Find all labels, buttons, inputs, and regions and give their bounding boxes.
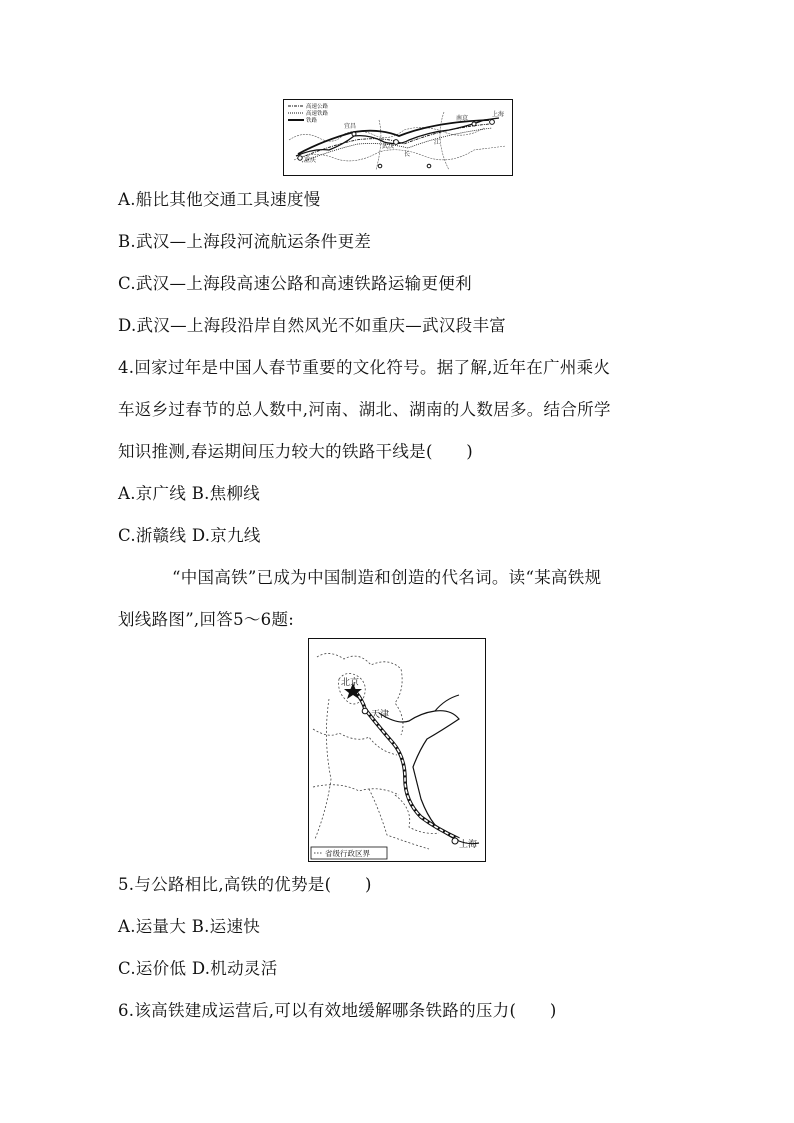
q4-options-ab: A.京广线 B.焦柳线 — [118, 484, 261, 503]
city-nanjing: 南京 — [456, 115, 469, 122]
city-beijing: 北京 — [341, 678, 360, 688]
q4-stem-line-3: 知识推测,春运期间压力较大的铁路干线是( ) — [118, 442, 474, 461]
city-chongqing: 重庆 — [304, 157, 317, 164]
q4-stem-line-1: 4.回家过年是中国人春节重要的文化符号。据了解,近年在广州乘火 — [118, 358, 611, 377]
q5-options-cd: C.运价低 D.机动灵活 — [118, 959, 278, 978]
q3-option-a: A.船比其他交通工具速度慢 — [118, 190, 321, 209]
q4-options-cd: C.浙赣线 D.京九线 — [118, 526, 261, 545]
city-wuhan: 武汉 — [382, 143, 395, 150]
city-yichang: 宜昌 — [344, 123, 357, 130]
transport-map-figure — [283, 99, 513, 176]
river-label-jiang: 江 — [434, 139, 441, 146]
river-label-chang: 长 — [404, 151, 411, 158]
city-tianjin: 天津 — [371, 710, 390, 720]
legend-province-boundary: 省级行政区界 — [325, 849, 370, 858]
q5-options-ab: A.运量大 B.运速快 — [118, 917, 261, 936]
q5-stem: 5.与公路相比,高铁的优势是( ) — [118, 875, 372, 894]
q3-option-c: C.武汉—上海段高速公路和高速铁路运输更便利 — [118, 274, 472, 293]
map-legend — [288, 102, 329, 124]
hsr-map-figure — [308, 638, 486, 862]
legend-highway: 高速公路 — [306, 104, 329, 110]
transport-map-svg — [284, 100, 512, 175]
q3-option-d: D.武汉—上海段沿岸自然风光不如重庆—武汉段丰富 — [118, 316, 507, 335]
legend-railway: 铁路 — [306, 118, 318, 124]
q3-option-b: B.武汉—上海段河流航运条件更差 — [118, 232, 372, 251]
city-shanghai-2: 上海 — [459, 840, 478, 850]
q4-stem-line-2: 车返乡过春节的总人数中,河南、湖北、湖南的人数居多。结合所学 — [118, 400, 611, 419]
city-shanghai: 上海 — [492, 111, 505, 118]
intro-line-1: “中国高铁”已成为中国制造和创造的代名词。读“某高铁规 — [172, 568, 602, 587]
q6-stem: 6.该高铁建成运营后,可以有效地缓解哪条铁路的压力( ) — [118, 1001, 557, 1020]
hsr-map-svg — [309, 639, 485, 861]
legend-hsr: 高速铁路 — [306, 111, 329, 117]
intro-line-2: 划线路图”,回答5～6题: — [118, 610, 295, 629]
